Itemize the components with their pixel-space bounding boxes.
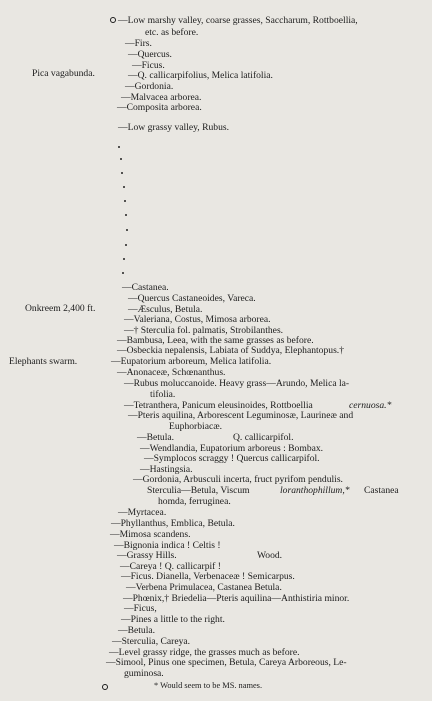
entry-line: homda, ferruginea. <box>158 496 231 507</box>
entry-line: —Æsculus, Betula. <box>128 304 203 315</box>
path-dot <box>121 172 123 174</box>
entry-line: guminosa. <box>124 668 164 679</box>
entry-line: —Ficus, <box>124 603 157 614</box>
entry-line: —Quercus Castaneoides, Vareca. <box>128 293 256 304</box>
path-dot <box>124 200 126 202</box>
entry-line: —Phyllanthus, Emblica, Betula. <box>111 518 235 529</box>
path-dot <box>125 244 127 246</box>
entry-line: —Symplocos scraggy ! Quercus callicarpifol. <box>144 453 320 464</box>
entry-line: —Low marshy valley, coarse grasses, Saccharum, Rottboellia, <box>118 15 358 26</box>
entry-line: —Myrtacea. <box>118 507 167 518</box>
entry-line: etc. as before. <box>145 27 199 38</box>
entry-line: —Rubus moluccanoide. Heavy grass—Arundo, Melica la- <box>124 378 350 389</box>
side-label-onkreem: Onkreem 2,400 ft. <box>25 303 96 314</box>
entry-line: —Malvacea arborea. <box>121 92 202 103</box>
entry-line: —Firs. <box>125 38 152 49</box>
entry-line: —Castanea. <box>122 282 169 293</box>
entry-line: —Quercus. <box>128 49 172 60</box>
entry-line: —Betula. <box>137 432 175 443</box>
entry-line: —Bambusa, Leea, with the same grasses as before. <box>117 335 314 346</box>
entry-line: —Mimosa scandens. <box>110 529 191 540</box>
path-dot <box>122 272 124 274</box>
route-end-marker <box>102 684 108 690</box>
path-dot <box>126 229 128 231</box>
entry-line: —Verbena Primulacea, Castanea Betula. <box>126 582 282 593</box>
entry-line-italic: loranthophillum,* <box>280 485 350 496</box>
entry-line: —Composita arborea. <box>117 102 202 113</box>
path-dot <box>125 214 127 216</box>
entry-line: —Gordonia. <box>125 81 174 92</box>
entry-line: —Q. callicarpifolius, Melica latifolia. <box>128 70 273 81</box>
entry-line: —Ficus. <box>132 60 165 71</box>
entry-line: —Wendlandia, Eupatorium arboreus : Bombax. <box>140 443 324 454</box>
entry-line: Sterculia—Betula, Viscum <box>147 485 250 496</box>
entry-line: —† Sterculia fol. palmatis, Strobilanthes. <box>124 325 284 336</box>
entry-line: Q. callicarpifol. <box>233 432 294 443</box>
footnote: * Would seem to be MS. names. <box>154 681 263 690</box>
entry-line: —Phœnix,† Briedelia—Pteris aquilina—Anthistiria minor. <box>123 593 350 604</box>
entry-line: —Osbeckia nepalensis, Labiata of Suddya, Elephantopus.† <box>117 345 344 356</box>
entry-line: —Tetranthera, Panicum eleusinoides, Rottboellia <box>124 400 313 411</box>
entry-line: Euphorbiacæ. <box>169 421 223 432</box>
path-dot <box>118 146 120 148</box>
entry-line: —Hastingsia. <box>140 464 193 475</box>
entry-line: —Grassy Hills. <box>117 550 177 561</box>
entry-line: —Low grassy valley, Rubus. <box>118 122 230 133</box>
route-start-marker <box>110 17 116 23</box>
entry-line: —Anonaceæ, Schœnanthus. <box>117 367 226 378</box>
entry-line: —Bignonia indica ! Celtis ! <box>114 540 221 551</box>
entry-line-italic: cernuosa.* <box>349 400 392 411</box>
side-label-elephants: Elephants swarm. <box>9 356 78 367</box>
entry-line: —Eupatorium arboreum, Melica latifolia. <box>111 356 272 367</box>
entry-line: —Pteris aquilina, Arborescent Leguminosæ, Laurineæ and <box>128 410 354 421</box>
entry-line: —Careya ! Q. callicarpif ! <box>120 561 221 572</box>
entry-line: —Betula. <box>118 625 156 636</box>
entry-line: —Ficus. Dianella, Verbenaceæ ! Semicarpus. <box>121 571 295 582</box>
entry-line: Wood. <box>257 550 283 561</box>
entry-line: tifolia. <box>150 389 176 400</box>
entry-line: —Sterculia, Careya. <box>112 636 191 647</box>
entry-line: Castanea <box>364 485 399 496</box>
entry-line: —Gordonia, Arbusculi incerta, fruct pyrifom pendulis. <box>133 474 343 485</box>
path-dot <box>123 258 125 260</box>
side-label-pica: Pica vagabunda. <box>32 68 95 79</box>
path-dot <box>120 158 122 160</box>
entry-line: —Level grassy ridge, the grasses much as before. <box>109 647 300 658</box>
entry-line: —Pines a little to the right. <box>121 614 225 625</box>
entry-line: —Valeriana, Costus, Mimosa arborea. <box>124 314 271 325</box>
entry-line: —Simool, Pinus one specimen, Betula, Careya Arboreous, Le- <box>106 657 347 668</box>
path-dot <box>123 186 125 188</box>
